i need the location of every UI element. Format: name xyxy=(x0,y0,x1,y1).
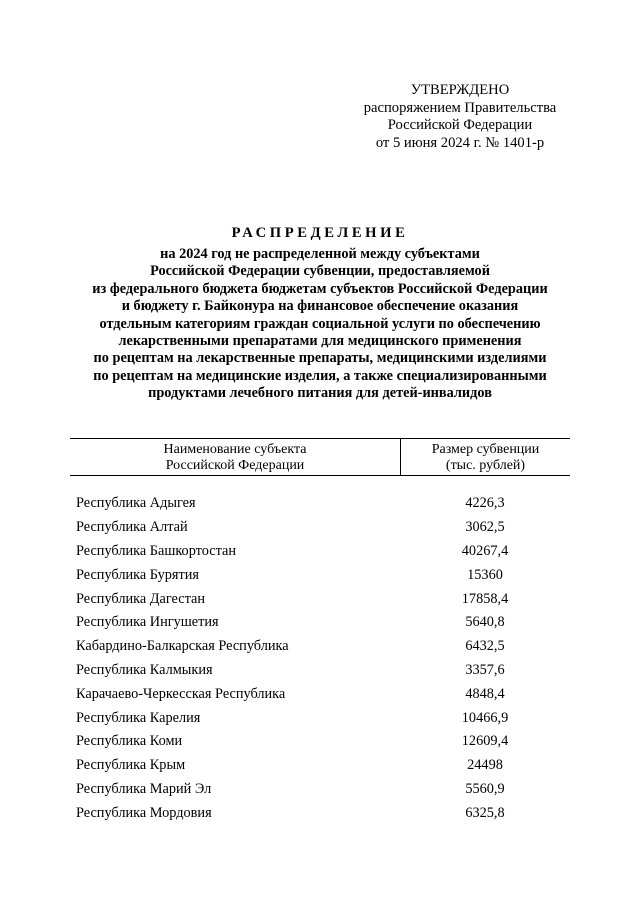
subvention-amount: 17858,4 xyxy=(461,590,509,607)
subject-name: Республика Башкортостан xyxy=(76,542,236,559)
subvention-amount: 40267,4 xyxy=(461,542,509,559)
subject-name: Республика Калмыкия xyxy=(76,661,213,678)
subject-name: Республика Карелия xyxy=(76,709,201,726)
subvention-amount: 3062,5 xyxy=(465,519,505,536)
subject-name: Республика Бурятия xyxy=(76,566,199,583)
subtitle-line: лекарственными препаратами для медицинского применения xyxy=(118,333,522,350)
table-row xyxy=(70,706,570,730)
header-subject-name-line: Российской Федерации xyxy=(165,458,305,473)
table-row xyxy=(70,587,570,611)
subject-name: Республика Дагестан xyxy=(76,590,206,607)
subvention-amount: 12609,4 xyxy=(461,733,509,750)
table-row xyxy=(70,563,570,587)
header-subvention-amount xyxy=(400,439,570,475)
subvention-amount: 4848,4 xyxy=(465,685,505,702)
subvention-amount: 4226,3 xyxy=(465,495,505,512)
table-row xyxy=(70,682,570,706)
subject-name: Карачаево-Черкесская Республика xyxy=(76,685,286,702)
subtitle-line: продуктами лечебного питания для детей-инвалидов xyxy=(148,385,492,402)
subject-name: Республика Марий Эл xyxy=(76,780,212,797)
header-subject-name-line: Наименование субъекта xyxy=(163,442,307,457)
table-row xyxy=(70,540,570,564)
document-subtitle xyxy=(60,246,580,403)
subtitle-line: отдельным категориям граждан социальной услуги по обеспечению xyxy=(99,315,541,332)
distribution-table xyxy=(70,438,570,825)
subvention-amount: 6432,5 xyxy=(465,638,505,655)
subject-name: Республика Алтай xyxy=(76,519,188,536)
subvention-amount: 3357,6 xyxy=(465,661,505,678)
table-row xyxy=(70,635,570,659)
approval-line: распоряжением Правительства xyxy=(363,99,557,116)
table-body xyxy=(70,492,570,825)
subject-name: Республика Коми xyxy=(76,733,183,750)
approval-line: от 5 июня 2024 г. № 1401-р xyxy=(375,134,545,151)
subvention-amount: 15360 xyxy=(467,566,503,583)
subtitle-line: по рецептам на лекарственные препараты, медицинскими изделиями xyxy=(93,350,547,367)
header-subvention-amount-line: (тыс. рублей) xyxy=(445,458,526,473)
subtitle-line: и бюджету г. Байконура на финансовое обеспечение оказания xyxy=(121,298,519,315)
subject-name: Кабардино-Балкарская Республика xyxy=(76,638,289,655)
approval-block xyxy=(348,82,572,152)
subtitle-line: на 2024 год не распределенной между субъектами xyxy=(160,246,480,262)
subject-name: Республика Ингушетия xyxy=(76,614,219,631)
approval-line: Российской Федерации xyxy=(387,117,533,133)
table-header xyxy=(70,438,570,476)
subtitle-line: Российской Федерации субвенции, предоставляемой xyxy=(150,263,490,280)
table-row xyxy=(70,659,570,683)
table-row xyxy=(70,611,570,635)
approval-heading: УТВЕРЖДЕНО xyxy=(410,82,510,98)
table-row xyxy=(70,730,570,754)
table-row xyxy=(70,516,570,540)
header-subject-name xyxy=(70,439,400,475)
header-subvention-amount-line: Размер субвенции xyxy=(431,442,540,457)
subtitle-line: из федерального бюджета бюджетам субъектов Российской Федерации xyxy=(92,280,548,297)
table-row xyxy=(70,778,570,802)
subvention-amount: 10466,9 xyxy=(461,709,509,726)
subvention-amount: 5640,8 xyxy=(465,614,505,631)
subvention-amount: 24498 xyxy=(467,757,503,774)
table-row xyxy=(70,492,570,516)
subtitle-line: по рецептам на медицинские изделия, а также специализированными xyxy=(93,367,547,384)
document-title: РАСПРЕДЕЛЕНИЕ xyxy=(231,225,409,241)
subvention-amount: 6325,8 xyxy=(465,804,505,821)
table-row xyxy=(70,801,570,825)
table-row xyxy=(70,754,570,778)
subject-name: Республика Адыгея xyxy=(76,495,196,512)
subvention-amount: 5560,9 xyxy=(465,780,505,797)
subject-name: Республика Мордовия xyxy=(76,804,212,821)
subject-name: Республика Крым xyxy=(76,757,186,774)
